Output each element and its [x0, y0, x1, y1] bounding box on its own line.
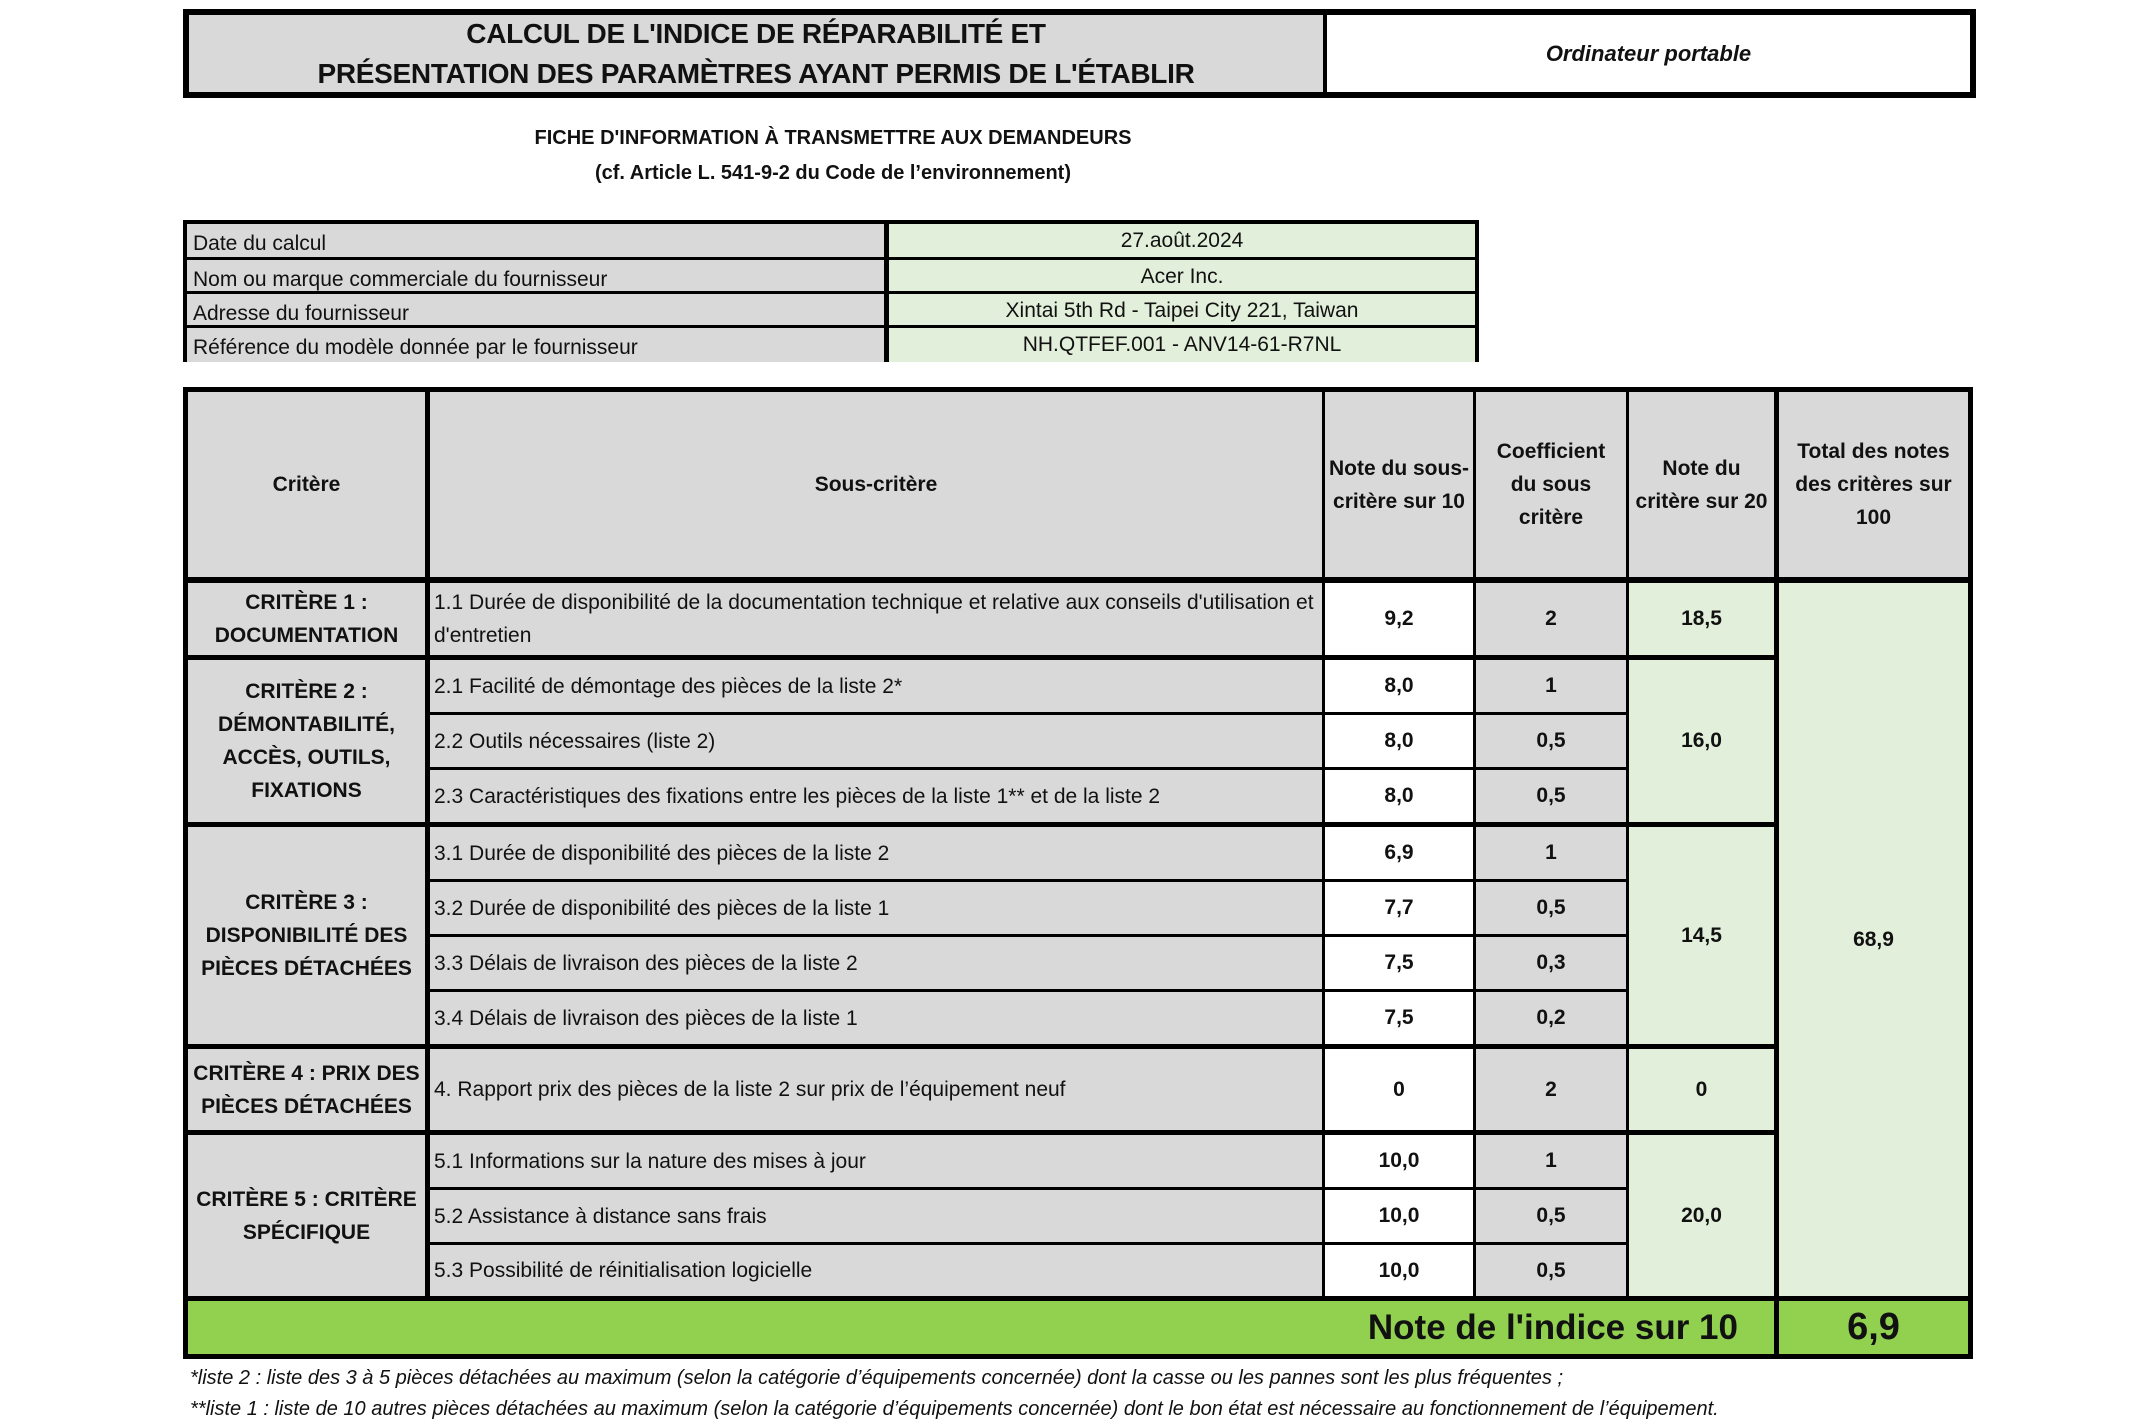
note-value: 8,0: [1384, 729, 1414, 752]
criterion-1-note: [1629, 583, 1774, 655]
sub-criterion-label: 3.4 Délais de livraison des pièces de la liste 1: [434, 1006, 858, 1030]
coef-value: 0,5: [1536, 896, 1566, 919]
coef-value: 0,3: [1536, 951, 1566, 974]
sub-criterion-coef: [1476, 1190, 1626, 1242]
header-sous-critere: [430, 392, 1322, 577]
criterion-note-value: 16,0: [1681, 729, 1722, 752]
sub-criterion-note: [1325, 770, 1473, 822]
sub-criterion-note: [1325, 715, 1473, 767]
header-label: Sous-critère: [814, 473, 938, 496]
criterion-5-name: [188, 1135, 425, 1296]
sub-criterion-label: 1.1 Durée de disponibilité de la documentation technique et relative aux conseils d'utilisation et d'entretien: [434, 591, 1314, 647]
header-label: Critère: [272, 473, 341, 496]
product-type: Ordinateur portable: [1545, 40, 1752, 66]
note-value: 8,0: [1384, 674, 1414, 697]
header-coefficient: [1476, 392, 1626, 577]
criterion-1-name: [188, 583, 425, 655]
coef-value: 0,5: [1536, 1258, 1566, 1282]
info-value: NH.QTFEF.001 - ANV14-61-R7NL: [889, 328, 1475, 362]
coef-value: 0,5: [1536, 784, 1566, 807]
repairability-table: [183, 387, 1973, 1359]
coef-value: 0,2: [1536, 1006, 1566, 1029]
criterion-note-value: 20,0: [1681, 1203, 1722, 1227]
coef-value: 2: [1545, 1077, 1557, 1101]
criterion-2-name: [188, 660, 425, 822]
header-total: [1779, 392, 1968, 577]
final-score-label-cell: [188, 1301, 1774, 1354]
sub-criterion-note: [1325, 583, 1473, 655]
criterion-3-name: [188, 827, 425, 1044]
coef-value: 0,5: [1536, 1204, 1566, 1227]
sub-criterion-row: [430, 1135, 1322, 1187]
criterion-label: CRITÈRE 2 : DÉMONTABILITÉ, ACCÈS, OUTILS, FIXATIONS: [218, 680, 395, 802]
sub-criterion-label: 3.3 Délais de livraison des pièces de la liste 2: [434, 951, 858, 975]
footnote-liste-2: *liste 2 : liste des 3 à 5 pièces détachées au maximum (selon la catégorie d’équipements concernée) dont la casse ou les pannes sont les plus fréquentes ;: [190, 1367, 1564, 1389]
title-box: [183, 9, 1976, 98]
header-note-critere: [1629, 392, 1774, 577]
criterion-4-note: [1629, 1049, 1774, 1130]
info-row-supplier-address: [187, 294, 1475, 328]
sub-criterion-row: [430, 992, 1322, 1044]
sub-criterion-row: [430, 937, 1322, 989]
final-score-label: Note de l'indice sur 10: [1367, 1307, 1738, 1347]
criterion-note-value: 0: [1695, 1077, 1708, 1101]
info-label: Nom ou marque commerciale du fournisseur: [187, 260, 889, 294]
header-note-sous-critere: [1325, 392, 1473, 577]
coef-value: 1: [1545, 841, 1557, 864]
sub-criterion-row: [430, 715, 1322, 767]
final-score-value: 6,9: [1847, 1306, 1900, 1348]
sub-criterion-row: [430, 660, 1322, 712]
sub-criterion-row: [430, 770, 1322, 822]
criterion-4-name: [188, 1049, 425, 1130]
sub-criterion-coef: [1476, 1049, 1626, 1130]
sub-criterion-coef: [1476, 1245, 1626, 1296]
sub-criterion-label: 2.1 Facilité de démontage des pièces de la liste 2*: [434, 674, 903, 698]
final-score-cell: [1779, 1301, 1968, 1354]
sub-criterion-label: 2.3 Caractéristiques des fixations entre les pièces de la liste 1** et de la liste 2: [434, 784, 1161, 808]
sub-criterion-label: 3.1 Durée de disponibilité des pièces de la liste 2: [434, 841, 890, 865]
sub-criterion-note: [1325, 1245, 1473, 1296]
criterion-label: CRITÈRE 5 : CRITÈRE SPÉCIFIQUE: [196, 1187, 417, 1244]
note-value: 7,5: [1384, 951, 1414, 974]
sub-criterion-label: 5.2 Assistance à distance sans frais: [434, 1204, 767, 1228]
header-critere: [188, 392, 425, 577]
sub-criterion-coef: [1476, 1135, 1626, 1187]
document-title: [189, 15, 1327, 92]
supplier-info-table: [183, 220, 1479, 362]
sub-criterion-label: 5.1 Informations sur la nature des mises à jour: [434, 1149, 866, 1173]
sub-criterion-label: 3.2 Durée de disponibilité des pièces de la liste 1: [434, 896, 890, 920]
sub-criterion-note: [1325, 1135, 1473, 1187]
coef-value: 0,5: [1536, 729, 1566, 752]
header-label: Coefficient du sous critère: [1496, 440, 1606, 529]
note-value: 6,9: [1384, 841, 1414, 864]
info-label: Date du calcul: [187, 224, 889, 258]
header-label: Total des notes des critères sur 100: [1795, 440, 1952, 529]
info-value: Xintai 5th Rd - Taipei City 221, Taiwan: [889, 294, 1475, 328]
info-label: Référence du modèle donnée par le fournisseur: [187, 328, 889, 362]
criterion-3-note: [1629, 827, 1774, 1044]
sub-criterion-label: 5.3 Possibilité de réinitialisation logicielle: [434, 1259, 813, 1282]
info-row-supplier-name: [187, 260, 1475, 294]
product-type-cell: [1327, 15, 1970, 92]
sub-criterion-note: [1325, 1049, 1473, 1130]
sub-criterion-row: [430, 827, 1322, 879]
sub-criterion-coef: [1476, 937, 1626, 989]
header-label: Note du critère sur 20: [1635, 456, 1768, 513]
sub-criterion-coef: [1476, 660, 1626, 712]
note-value: 10,0: [1378, 1204, 1420, 1227]
note-value: 0: [1393, 1077, 1405, 1101]
subtitle-line-2: (cf. Article L. 541-9-2 du Code de l’environnement): [594, 162, 1071, 184]
sub-criterion-label: 2.2 Outils nécessaires (liste 2): [434, 729, 716, 753]
header-label: Note du sous-critère sur 10: [1329, 456, 1469, 513]
sub-criterion-coef: [1476, 827, 1626, 879]
sub-criterion-row: [430, 882, 1322, 934]
criterion-5-note: [1629, 1135, 1774, 1296]
total-score: 68,9: [1853, 927, 1894, 951]
criterion-note-value: 18,5: [1681, 607, 1722, 630]
title-line-1: CALCUL DE L'INDICE DE RÉPARABILITÉ ET: [466, 17, 1046, 49]
sub-criterion-row: [430, 1245, 1322, 1296]
sub-criterion-note: [1325, 937, 1473, 989]
note-value: 9,2: [1384, 607, 1414, 630]
sub-criterion-row: [430, 1049, 1322, 1130]
sub-criterion-note: [1325, 827, 1473, 879]
sub-criterion-coef: [1476, 992, 1626, 1044]
info-row-date: [187, 224, 1475, 258]
criterion-label: CRITÈRE 1 : DOCUMENTATION: [214, 591, 399, 647]
sub-criterion-coef: [1476, 715, 1626, 767]
note-value: 7,5: [1384, 1006, 1414, 1029]
info-label: Adresse du fournisseur: [187, 294, 889, 328]
coef-value: 1: [1545, 674, 1557, 697]
note-value: 10,0: [1378, 1258, 1420, 1282]
note-value: 10,0: [1378, 1149, 1420, 1172]
criterion-2-note: [1629, 660, 1774, 822]
coef-value: 1: [1545, 1149, 1557, 1172]
sub-criterion-coef: [1476, 583, 1626, 655]
note-value: 8,0: [1384, 784, 1414, 807]
sub-criterion-note: [1325, 992, 1473, 1044]
sub-criterion-note: [1325, 660, 1473, 712]
sub-criterion-row: [430, 1190, 1322, 1242]
info-row-model-reference: [187, 328, 1475, 362]
info-value: 27.août.2024: [889, 224, 1475, 258]
info-value: Acer Inc.: [889, 260, 1475, 294]
criterion-label: CRITÈRE 3 : DISPONIBILITÉ DES PIÈCES DÉTACHÉES: [201, 891, 412, 980]
sub-criterion-note: [1325, 882, 1473, 934]
sub-criterion-label: 4. Rapport prix des pièces de la liste 2 sur prix de l’équipement neuf: [434, 1078, 1066, 1101]
sub-criterion-row: [430, 583, 1322, 655]
criterion-note-value: 14,5: [1681, 923, 1722, 947]
criterion-label: CRITÈRE 4 : PRIX DES PIÈCES DÉTACHÉES: [193, 1061, 420, 1118]
coef-value: 2: [1545, 607, 1557, 630]
total-score-cell: [1779, 583, 1968, 1296]
note-value: 7,7: [1384, 896, 1414, 919]
subtitle-line-1: FICHE D'INFORMATION À TRANSMETTRE AUX DEMANDEURS: [534, 127, 1132, 149]
title-line-2: PRÉSENTATION DES PARAMÈTRES AYANT PERMIS DE L'ÉTABLIR: [317, 57, 1195, 89]
sub-criterion-note: [1325, 1190, 1473, 1242]
sub-criterion-coef: [1476, 882, 1626, 934]
sub-criterion-coef: [1476, 770, 1626, 822]
footnote-liste-1: **liste 1 : liste de 10 autres pièces détachées au maximum (selon la catégorie d’équipements concernée) dont le bon état est nécessaire au fonctionnement de l’équipement.: [190, 1398, 1719, 1420]
